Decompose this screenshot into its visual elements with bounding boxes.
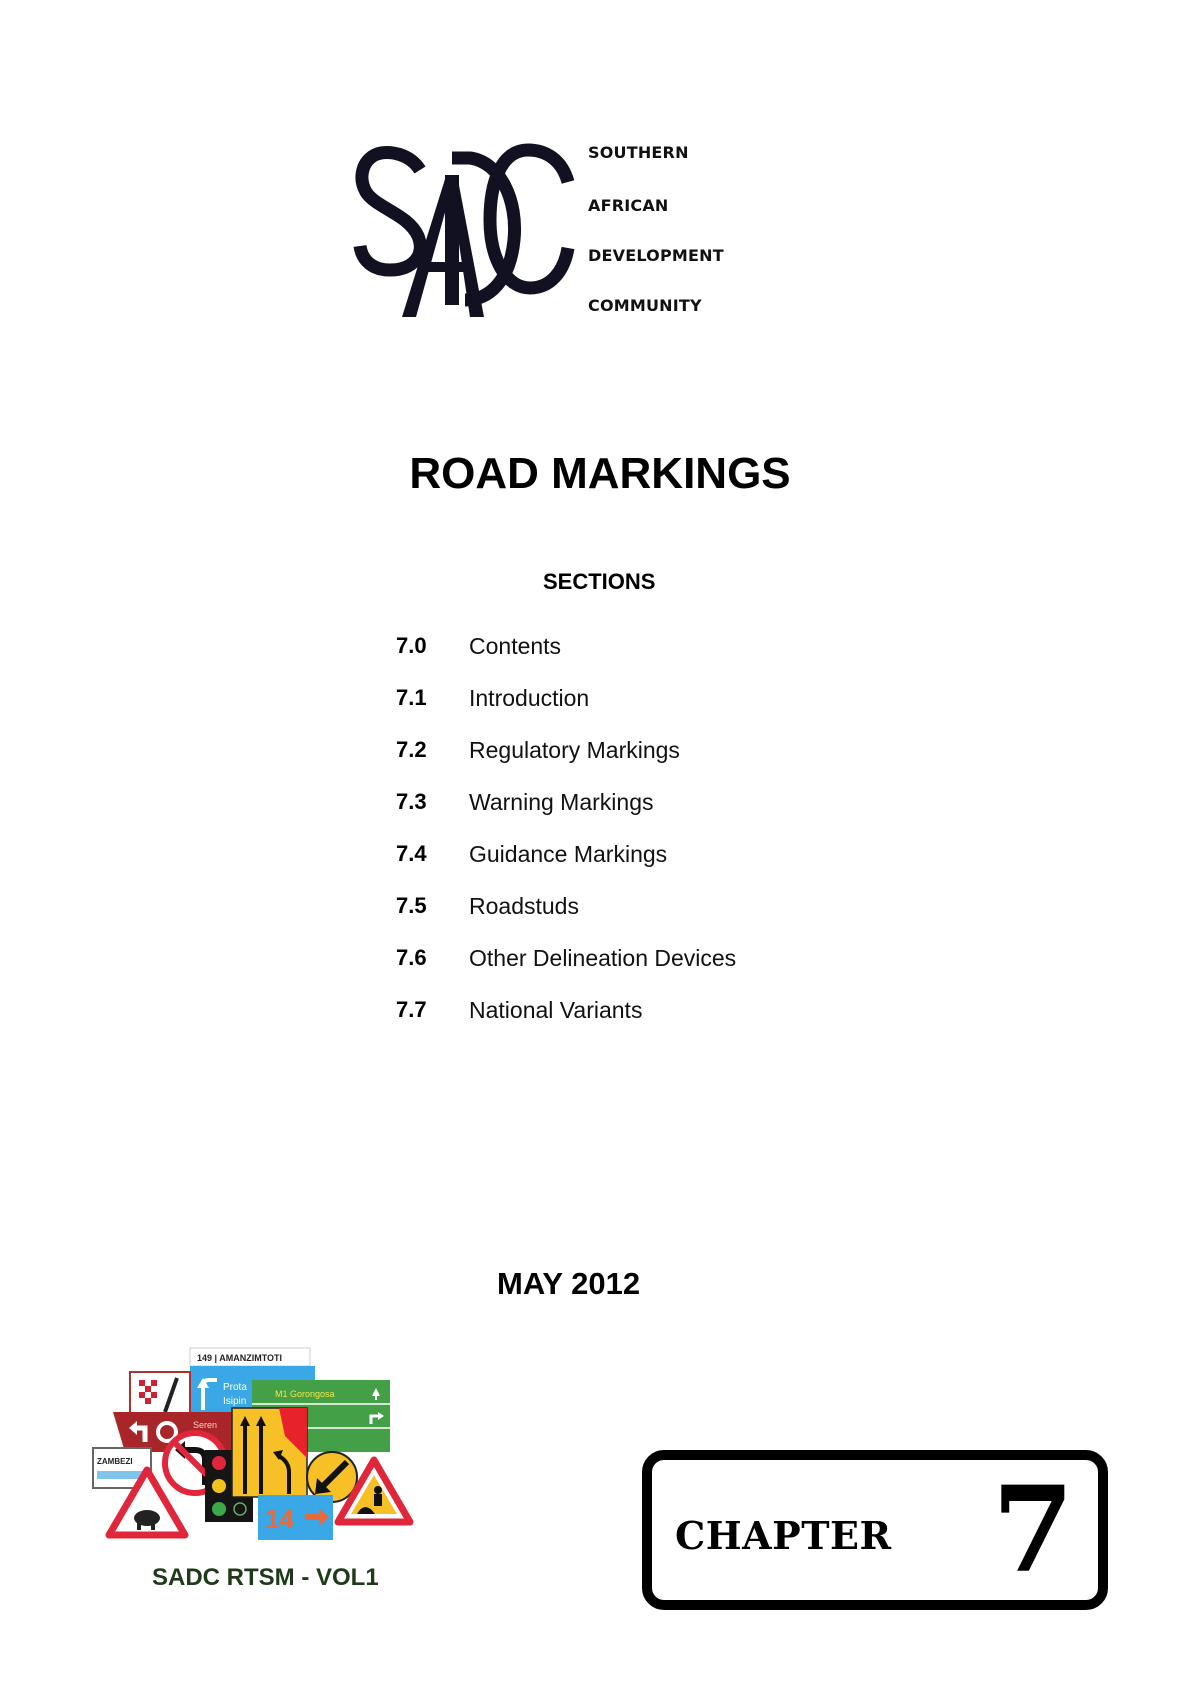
sign-text-gorongosa: M1 Gorongosa — [275, 1389, 335, 1399]
sections-heading: SECTIONS — [543, 569, 656, 594]
sadc-logo-mark — [350, 140, 580, 325]
road-signs-collage-image — [85, 1340, 425, 1555]
section-item-national-variants[interactable] — [396, 984, 736, 1036]
section-number: 7.4 — [396, 841, 427, 866]
section-label: Roadstuds — [469, 892, 579, 919]
logo-word-development: DEVELOPMENT — [588, 246, 724, 265]
logo-word-southern: SOUTHERN — [588, 143, 689, 162]
section-label: Introduction — [469, 684, 590, 711]
section-number: 7.7 — [396, 997, 427, 1022]
section-label: Contents — [469, 632, 562, 659]
sign-text-route-14: 14 — [265, 1504, 294, 1534]
svg-text:Isipin: Isipin — [223, 1396, 247, 1407]
section-item-regulatory-markings[interactable] — [396, 724, 736, 776]
section-label: Guidance Markings — [469, 840, 668, 867]
section-list — [396, 620, 736, 1036]
section-label: Other Delineation Devices — [469, 944, 737, 971]
svg-text:Seren: Seren — [193, 1420, 218, 1430]
section-item-guidance-markings[interactable] — [396, 828, 736, 880]
section-number: 7.5 — [396, 893, 427, 918]
chapter-number: 7 — [992, 1460, 1075, 1599]
section-item-roadstuds[interactable] — [396, 880, 736, 932]
publication-date: MAY 2012 — [497, 1266, 641, 1301]
sign-text-amanzimtoti: 149 | AMANZIMTOTI — [197, 1353, 283, 1363]
section-number: 7.2 — [396, 737, 427, 762]
section-item-contents[interactable] — [396, 620, 736, 672]
section-label: Warning Markings — [469, 788, 654, 815]
page-title-text: ROAD MARKINGS — [409, 449, 791, 498]
logo-word-african: AFRICAN — [588, 196, 669, 215]
section-number: 7.0 — [396, 633, 427, 658]
logo-word-community: COMMUNITY — [588, 296, 702, 315]
section-number: 7.1 — [396, 685, 427, 710]
section-number: 7.3 — [396, 789, 427, 814]
section-label: Regulatory Markings — [469, 736, 680, 763]
section-item-warning-markings[interactable] — [396, 776, 736, 828]
section-item-introduction[interactable] — [396, 672, 736, 724]
page-title — [0, 449, 1200, 499]
chapter-label: CHAPTER — [675, 1513, 892, 1558]
chapter-badge — [642, 1450, 1108, 1610]
section-item-other-delineation-devices[interactable] — [396, 932, 736, 984]
volume-label: SADC RTSM - VOL1 — [152, 1564, 379, 1591]
svg-text:Prota: Prota — [223, 1382, 247, 1393]
section-number: 7.6 — [396, 945, 427, 970]
section-label: National Variants — [469, 996, 643, 1023]
sign-text-zambezi: ZAMBEZI — [97, 1457, 133, 1466]
